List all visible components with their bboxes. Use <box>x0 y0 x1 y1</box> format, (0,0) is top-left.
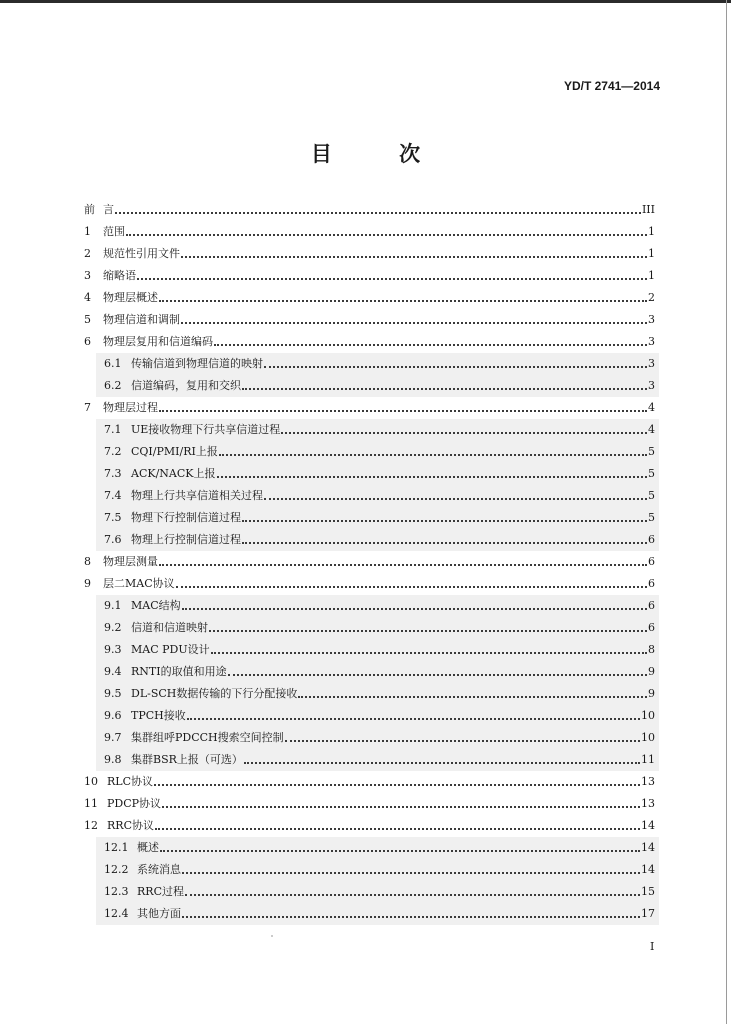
toc-subsection-row[interactable] <box>0 727 731 749</box>
toc-entry-title[interactable]: PDCP协议 <box>107 797 162 810</box>
toc-entry-number: 7.2 <box>104 445 122 458</box>
toc-leader-dots <box>242 388 647 390</box>
toc-entry-title[interactable]: 其他方面 <box>137 907 181 920</box>
toc-entry-number: 9.8 <box>104 753 122 766</box>
toc-entry-number: 7.1 <box>104 423 122 436</box>
toc-leader-dots <box>162 806 640 808</box>
toc-entry-title[interactable]: RRC过程 <box>137 885 184 898</box>
page-title: 目 次 <box>310 142 451 166</box>
toc-row-content <box>104 488 655 504</box>
toc-leader-dots <box>137 278 647 280</box>
toc-section-row[interactable] <box>0 815 731 837</box>
toc-row-content <box>104 378 655 394</box>
toc-entry-number: 9.3 <box>104 643 122 656</box>
scan-speck <box>271 935 273 937</box>
toc-leader-dots <box>242 542 647 544</box>
toc-entry-page-number[interactable]: 1 <box>648 247 655 260</box>
toc-entry-title[interactable]: 物理层概述 <box>103 291 158 304</box>
toc-row-content <box>84 246 655 262</box>
toc-entry-number: 10 <box>84 775 98 788</box>
toc-subsection-row[interactable] <box>0 903 731 925</box>
toc-entry-title[interactable]: 集群组呼PDCCH搜索空间控制 <box>131 731 284 744</box>
toc-entry-page-number[interactable]: 9 <box>648 687 655 700</box>
toc-entry-title[interactable]: DL-SCH数据传输的下行分配接收 <box>131 687 298 700</box>
toc-leader-dots <box>281 432 647 434</box>
toc-entry-page-number[interactable]: 14 <box>641 863 655 876</box>
toc-entry-page-number[interactable]: 8 <box>648 643 655 656</box>
toc-entry-number: 9.6 <box>104 709 122 722</box>
toc-leader-dots <box>182 916 640 918</box>
toc-entry-number: 4 <box>84 291 91 304</box>
toc-row-content <box>104 444 655 460</box>
toc-entry-title[interactable]: 物理信道和调制 <box>103 313 180 326</box>
toc-entry-title[interactable]: 层二MAC协议 <box>103 577 175 590</box>
document-code: YD/T 2741—2014 <box>563 79 660 93</box>
toc-row-content <box>104 664 655 680</box>
toc-entry-title[interactable]: 物理上行控制信道过程 <box>131 533 241 546</box>
toc-subsection-row[interactable] <box>0 463 731 485</box>
toc-row-content <box>84 202 655 218</box>
toc-entry-title[interactable]: 集群BSR上报（可选） <box>131 753 243 766</box>
toc-row-content <box>104 422 655 438</box>
toc-section-row[interactable] <box>0 397 731 419</box>
toc-subsection-row[interactable] <box>0 749 731 771</box>
toc-entry-number: 2 <box>84 247 91 260</box>
toc-entry-page-number[interactable]: 13 <box>641 797 655 810</box>
toc-subsection-row[interactable] <box>0 617 731 639</box>
toc-subsection-row[interactable] <box>0 661 731 683</box>
toc-leader-dots <box>187 718 640 720</box>
toc-entry-page-number[interactable]: 5 <box>648 489 655 502</box>
toc-entry-number: 1 <box>84 225 91 238</box>
toc-leader-dots <box>115 212 641 214</box>
toc-row-content <box>104 730 655 746</box>
toc-entry-page-number[interactable]: 6 <box>648 621 655 634</box>
toc-row-content <box>104 906 655 922</box>
toc-row-content <box>104 356 655 372</box>
toc-entry-title[interactable]: 规范性引用文件 <box>103 247 180 260</box>
toc-entry-number: 7 <box>84 401 91 414</box>
toc-entry-number: 7.3 <box>104 467 122 480</box>
toc-section-row[interactable] <box>0 331 731 353</box>
toc-entry-page-number[interactable]: 3 <box>648 379 655 392</box>
toc-section-row[interactable] <box>0 309 731 331</box>
toc-section-row[interactable] <box>0 771 731 793</box>
toc-entry-title[interactable]: RNTI的取值和用途 <box>131 665 227 678</box>
toc-leader-dots <box>285 740 640 742</box>
toc-entry-title[interactable]: 信道和信道映射 <box>131 621 208 634</box>
toc-entry-title[interactable]: CQI/PMI/RI上报 <box>131 445 218 458</box>
toc-subsection-row[interactable] <box>0 837 731 859</box>
toc-entry-page-number[interactable]: 4 <box>648 401 655 414</box>
toc-section-row[interactable] <box>0 265 731 287</box>
toc-leader-dots <box>160 850 640 852</box>
toc-entry-page-number[interactable]: 15 <box>641 885 655 898</box>
toc-entry-page-number[interactable]: 4 <box>648 423 655 436</box>
toc-entry-title[interactable]: 范围 <box>103 225 125 238</box>
toc-leader-dots <box>219 454 647 456</box>
toc-subsection-row[interactable] <box>0 705 731 727</box>
toc-section-row[interactable] <box>0 551 731 573</box>
toc-row-content <box>104 686 655 702</box>
toc-entry-page-number[interactable]: 1 <box>648 269 655 282</box>
toc-entry-page-number[interactable]: 9 <box>648 665 655 678</box>
toc-row-content <box>84 290 655 306</box>
toc-entry-title[interactable]: 言 <box>103 203 114 216</box>
toc-entry-title[interactable]: MAC PDU设计 <box>131 643 210 656</box>
toc-entry-title[interactable]: TPCH接收 <box>131 709 186 722</box>
toc-subsection-row[interactable] <box>0 353 731 375</box>
toc-entry-title[interactable]: ACK/NACK上报 <box>131 467 216 480</box>
toc-subsection-row[interactable] <box>0 419 731 441</box>
toc-row-content <box>104 532 655 548</box>
toc-subsection-row[interactable] <box>0 683 731 705</box>
toc-row-content <box>84 774 655 790</box>
toc-entry-page-number[interactable]: 3 <box>648 335 655 348</box>
toc-row-content <box>84 554 655 570</box>
toc-entry-number: 12.1 <box>104 841 129 854</box>
toc-entry-page-number[interactable]: 17 <box>641 907 655 920</box>
toc-entry-number: 7.6 <box>104 533 122 546</box>
toc-entry-page-number[interactable]: 13 <box>641 775 655 788</box>
toc-entry-number: 9.1 <box>104 599 122 612</box>
toc-leader-dots <box>264 498 647 500</box>
toc-row-content <box>84 224 655 240</box>
toc-leader-dots <box>211 652 647 654</box>
toc-entry-page-number[interactable]: 6 <box>648 533 655 546</box>
toc-entry-page-number[interactable]: 10 <box>641 731 655 744</box>
toc-row-content <box>84 312 655 328</box>
toc-entry-title[interactable]: 物理下行控制信道过程 <box>131 511 241 524</box>
toc-leader-dots <box>298 696 647 698</box>
toc-entry-title[interactable]: 传输信道到物理信道的映射 <box>131 357 263 370</box>
toc-section-row[interactable] <box>0 199 731 221</box>
toc-row-content <box>104 752 655 768</box>
toc-leader-dots <box>181 256 647 258</box>
toc-subsection-row[interactable] <box>0 507 731 529</box>
toc-subsection-row[interactable] <box>0 595 731 617</box>
toc-entry-number: 7.4 <box>104 489 122 502</box>
toc-row-content <box>84 576 655 592</box>
toc-section-row[interactable] <box>0 287 731 309</box>
toc-leader-dots <box>176 586 647 588</box>
toc-entry-page-number[interactable]: 3 <box>648 357 655 370</box>
toc-entry-number: 6.2 <box>104 379 122 392</box>
toc-leader-dots <box>182 608 647 610</box>
toc-entry-page-number[interactable]: 3 <box>648 313 655 326</box>
toc-entry-title[interactable]: 物理上行共享信道相关过程 <box>131 489 263 502</box>
toc-entry-title[interactable]: RLC协议 <box>107 775 154 788</box>
toc-entry-page-number[interactable]: 5 <box>648 445 655 458</box>
toc-subsection-row[interactable] <box>0 639 731 661</box>
toc-row-content <box>84 334 655 350</box>
toc-entry-number: 9 <box>84 577 91 590</box>
toc-entry-title[interactable]: UE接收物理下行共享信道过程 <box>131 423 281 436</box>
toc-entry-number: 6 <box>84 335 91 348</box>
toc-entry-page-number[interactable]: 5 <box>648 511 655 524</box>
toc-row-content <box>104 840 655 856</box>
toc-subsection-row[interactable] <box>0 485 731 507</box>
toc-entry-number: 12.4 <box>104 907 129 920</box>
toc-leader-dots <box>154 784 640 786</box>
toc-row-content <box>104 620 655 636</box>
toc-entry-number: 12.3 <box>104 885 129 898</box>
toc-subsection-row[interactable] <box>0 441 731 463</box>
toc-section-row[interactable] <box>0 243 731 265</box>
toc-entry-title[interactable]: 概述 <box>137 841 159 854</box>
toc-leader-dots <box>217 476 648 478</box>
toc-section-row[interactable] <box>0 793 731 815</box>
toc-entry-number: 7.5 <box>104 511 122 524</box>
toc-row-content <box>84 268 655 284</box>
toc-leader-dots <box>214 344 647 346</box>
toc-entry-title[interactable]: 信道编码，复用和交织 <box>131 379 241 392</box>
toc-row-content <box>84 796 655 812</box>
toc-entry-title[interactable]: 物理层过程 <box>103 401 158 414</box>
toc-leader-dots <box>244 762 640 764</box>
toc-entry-page-number[interactable]: 10 <box>641 709 655 722</box>
toc-entry-number: 9.7 <box>104 731 122 744</box>
toc-entry-number: 11 <box>84 797 98 810</box>
toc-leader-dots <box>159 410 647 412</box>
toc-entry-page-number[interactable]: 6 <box>648 577 655 590</box>
toc-entry-page-number[interactable]: 6 <box>648 555 655 568</box>
toc-leader-dots <box>228 674 647 676</box>
toc-row-content <box>104 598 655 614</box>
toc-row-content <box>104 510 655 526</box>
toc-entry-number: 前 <box>84 203 95 216</box>
toc-subsection-row[interactable] <box>0 859 731 881</box>
toc-leader-dots <box>209 630 647 632</box>
toc-entry-title[interactable]: 物理层复用和信道编码 <box>103 335 213 348</box>
toc-row-content <box>84 400 655 416</box>
toc-entry-number: 9.2 <box>104 621 122 634</box>
toc-leader-dots <box>159 564 647 566</box>
toc-entry-number: 9.5 <box>104 687 122 700</box>
toc-entry-page-number[interactable]: 11 <box>641 753 655 766</box>
toc-entry-page-number[interactable]: 5 <box>648 467 655 480</box>
toc-leader-dots <box>155 828 640 830</box>
toc-entry-title[interactable]: 物理层测量 <box>103 555 158 568</box>
toc-entry-number: 8 <box>84 555 91 568</box>
toc-entry-number: 12 <box>84 819 98 832</box>
toc-subsection-row[interactable] <box>0 375 731 397</box>
toc-entry-number: 9.4 <box>104 665 122 678</box>
toc-leader-dots <box>242 520 647 522</box>
toc-entry-title[interactable]: RRC协议 <box>107 819 154 832</box>
toc-entry-page-number[interactable]: 14 <box>641 841 655 854</box>
toc-entry-page-number[interactable]: 2 <box>648 291 655 304</box>
toc-entry-page-number[interactable]: 14 <box>641 819 655 832</box>
toc-leader-dots <box>264 366 647 368</box>
toc-entry-page-number[interactable]: III <box>641 203 655 216</box>
toc-entry-title[interactable]: 系统消息 <box>137 863 181 876</box>
toc-row-content <box>104 642 655 658</box>
toc-leader-dots <box>159 300 647 302</box>
toc-section-row[interactable] <box>0 573 731 595</box>
toc-entry-number: 5 <box>84 313 91 326</box>
toc-leader-dots <box>185 894 640 896</box>
toc-row-content <box>104 884 655 900</box>
toc-entry-number: 6.1 <box>104 357 122 370</box>
toc-row-content <box>84 818 655 834</box>
toc-subsection-row[interactable] <box>0 529 731 551</box>
toc-entry-page-number[interactable]: 1 <box>648 225 655 238</box>
toc-entry-title[interactable]: MAC结构 <box>131 599 181 612</box>
toc-section-row[interactable] <box>0 221 731 243</box>
toc-leader-dots <box>182 872 640 874</box>
toc-entry-number: 3 <box>84 269 91 282</box>
toc-row-content <box>104 466 655 482</box>
top-border-line <box>0 0 731 3</box>
toc-subsection-row[interactable] <box>0 881 731 903</box>
toc-leader-dots <box>181 322 647 324</box>
toc-entry-page-number[interactable]: 6 <box>648 599 655 612</box>
footer-page-number: I <box>650 940 655 953</box>
toc-entry-title[interactable]: 缩略语 <box>103 269 136 282</box>
toc-entry-number: 12.2 <box>104 863 129 876</box>
toc-leader-dots <box>126 234 647 236</box>
toc-row-content <box>104 708 655 724</box>
toc-row-content <box>104 862 655 878</box>
